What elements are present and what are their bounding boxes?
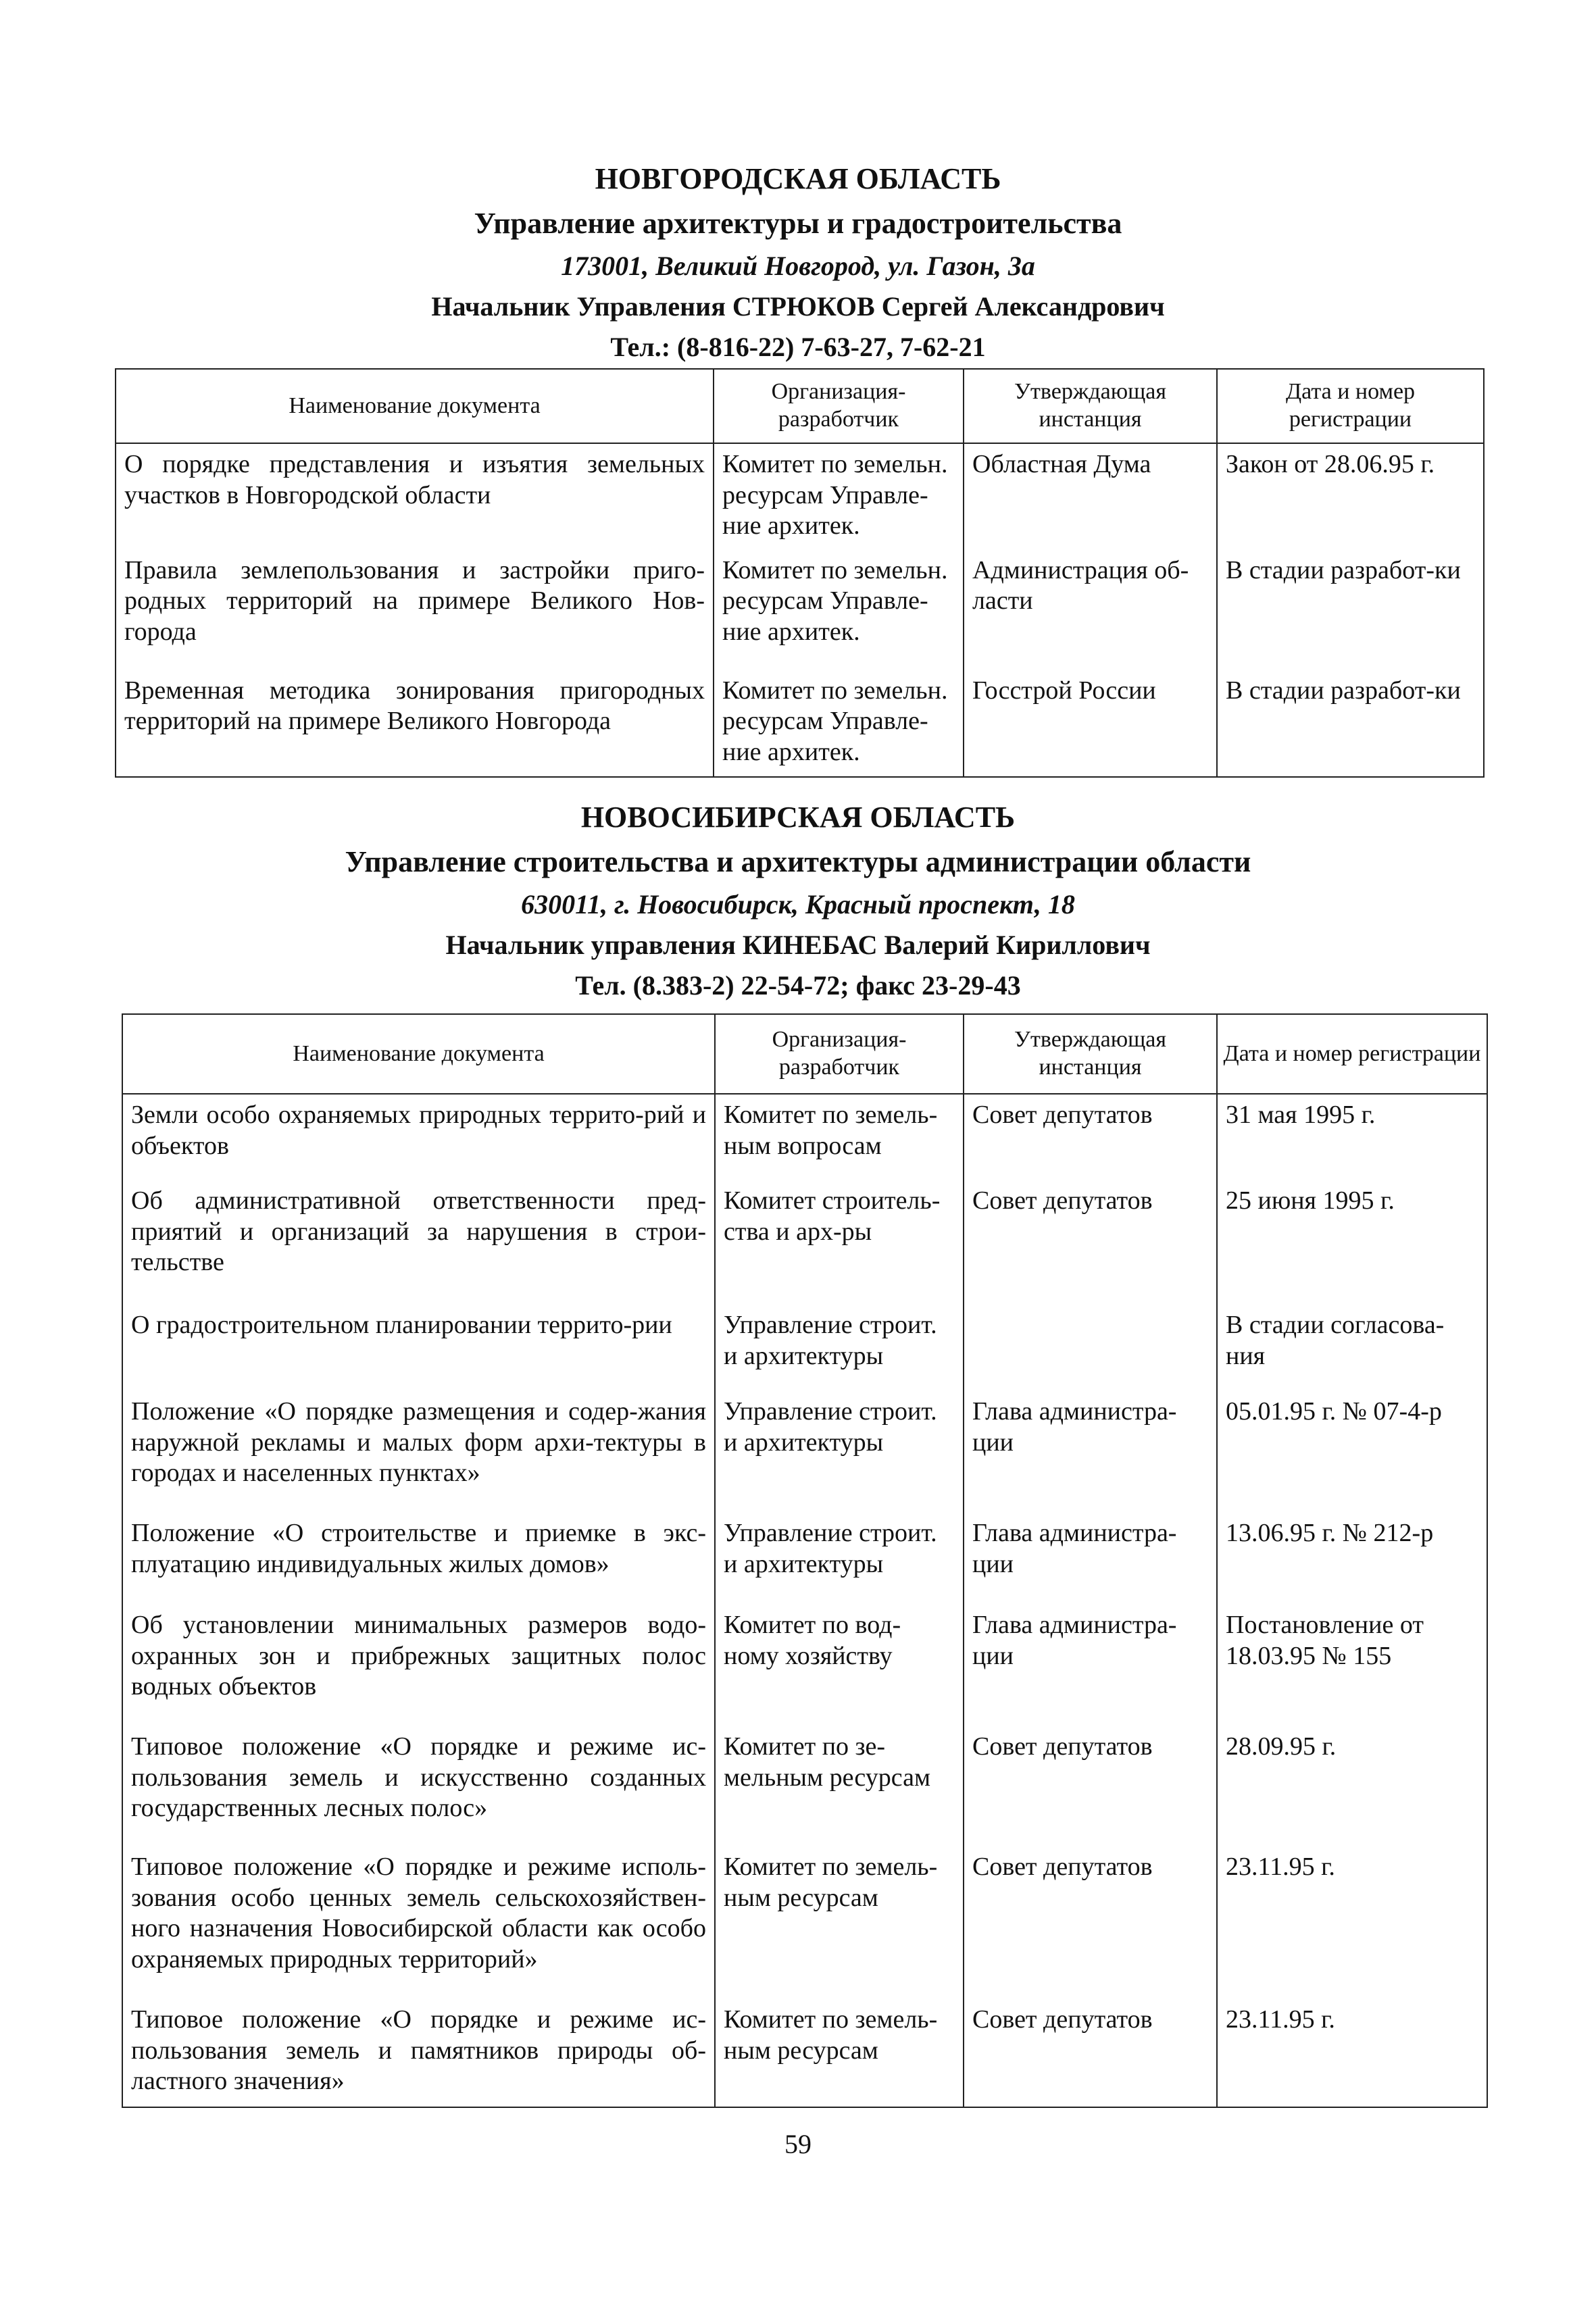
table-header-row — [122, 1014, 1487, 1094]
document-date: 23.11.95 г. — [1217, 1999, 1487, 2107]
document-date: В стадии разработ-ки — [1217, 670, 1484, 777]
department-name: Управление строительства и архитектуры администрации области — [345, 845, 1251, 878]
document-developer: Комитет по зе-мельным ресурсам — [715, 1726, 964, 1846]
table-row — [122, 1605, 1487, 1726]
document-name: Типовое положение «О порядке и режиме ис-пользования земель и памятников природы об-ластного значения» — [122, 1999, 715, 2107]
document-date: 25 июня 1995 г. — [1217, 1180, 1487, 1305]
document-developer: Управление строит. и архитектуры — [715, 1305, 964, 1391]
document-authority: Совет депутатов — [964, 1999, 1217, 2107]
page-number: 59 — [784, 2129, 812, 2159]
document-date: 05.01.95 г. № 07-4-р — [1217, 1391, 1487, 1513]
document-authority: Глава администра-ции — [964, 1513, 1217, 1605]
table-row — [122, 1726, 1487, 1846]
document-date: 31 мая 1995 г. — [1217, 1094, 1487, 1180]
column-header: Утверждающая инстанция — [964, 1014, 1217, 1094]
documents-table-novgorod — [115, 368, 1485, 778]
document-date: 13.06.95 г. № 212-р — [1217, 1513, 1487, 1605]
document-authority: Совет депутатов — [964, 1726, 1217, 1846]
document-developer: Комитет по земельн. ресурсам Управле-ние архитек. — [714, 670, 964, 777]
table-row — [122, 1391, 1487, 1513]
document-date: Закон от 28.06.95 г. — [1217, 443, 1484, 550]
document-name: О порядке представления и изъятия земельных участков в Новгородской области — [116, 443, 714, 550]
department-phone: Тел.: (8-816-22) 7-63-27, 7-62-21 — [610, 332, 986, 362]
document-date: В стадии разработ-ки — [1217, 550, 1484, 670]
document-name: Временная методика зонирования пригородных территорий на примере Великого Новгорода — [116, 670, 714, 777]
document-name: Об административной ответственности пред-приятий и организаций за нарушения в строи-тельстве — [122, 1180, 715, 1305]
documents-table-novosibirsk — [122, 1013, 1488, 2108]
table-row — [122, 1305, 1487, 1391]
department-name: Управление архитектуры и градостроительства — [474, 207, 1122, 240]
document-name: Положение «О строительстве и приемке в экс-плуатацию индивидуальных жилых домов» — [122, 1513, 715, 1605]
document-authority: Администрация об-ласти — [964, 550, 1217, 670]
document-date: Постановление от 18.03.95 № 155 — [1217, 1605, 1487, 1726]
document-name: О градостроительном планировании террито-рии — [122, 1305, 715, 1391]
document-authority: Глава администра-ции — [964, 1605, 1217, 1726]
document-name: Положение «О порядке размещения и содер-жания наружной рекламы и малых форм архи-тектуры в городах и населенных пунктах» — [122, 1391, 715, 1513]
column-header: Утверждающая инстанция — [964, 369, 1217, 443]
department-head: Начальник управления КИНЕБАС Валерий Кириллович — [445, 930, 1151, 960]
document-date: 28.09.95 г. — [1217, 1726, 1487, 1846]
table-row — [122, 1180, 1487, 1305]
section-header-novgorod — [0, 157, 1596, 368]
table-row — [122, 1846, 1487, 1999]
column-header: Организация-разработчик — [714, 369, 964, 443]
document-developer: Комитет по вод-ному хозяйству — [715, 1605, 964, 1726]
document-developer: Комитет по земель-ным ресурсам — [715, 1846, 964, 1999]
column-header: Дата и номер регистрации — [1217, 1014, 1487, 1094]
document-authority: Совет депутатов — [964, 1094, 1217, 1180]
document-developer: Комитет по земель-ным вопросам — [715, 1094, 964, 1180]
document-name: Правила землепользования и застройки приго-родных территорий на примере Великого Нов-города — [116, 550, 714, 670]
document-developer: Комитет по земельн. ресурсам Управле-ние архитек. — [714, 443, 964, 550]
department-head: Начальник Управления СТРЮКОВ Сергей Александрович — [431, 291, 1165, 322]
department-address: 630011, г. Новосибирск, Красный проспект, 18 — [521, 889, 1075, 920]
document-date: 23.11.95 г. — [1217, 1846, 1487, 1999]
document-developer: Управление строит. и архитектуры — [715, 1391, 964, 1513]
section-header-novosibirsk — [0, 795, 1596, 1006]
document-name: Типовое положение «О порядке и режиме ис-пользования земель и искусственно созданных государственных лесных полос» — [122, 1726, 715, 1846]
table-row — [116, 443, 1484, 550]
department-phone: Тел. (8.383-2) 22-54-72; факс 23-29-43 — [575, 970, 1021, 1001]
document-developer: Комитет по земельн. ресурсам Управле-ние архитек. — [714, 550, 964, 670]
table-row — [122, 1513, 1487, 1605]
document-developer: Комитет строитель-ства и арх-ры — [715, 1180, 964, 1305]
region-title: НОВГОРОДСКАЯ ОБЛАСТЬ — [595, 162, 1001, 195]
column-header: Наименование документа — [116, 369, 714, 443]
column-header: Организация-разработчик — [715, 1014, 964, 1094]
document-authority: Глава администра-ции — [964, 1391, 1217, 1513]
department-address: 173001, Великий Новгород, ул. Газон, 3а — [561, 251, 1035, 281]
document-authority — [964, 1305, 1217, 1391]
table-row — [116, 550, 1484, 670]
region-title: НОВОСИБИРСКАЯ ОБЛАСТЬ — [580, 801, 1016, 834]
document-authority: Совет депутатов — [964, 1846, 1217, 1999]
table-row — [122, 1999, 1487, 2107]
document-date: В стадии согласова-ния — [1217, 1305, 1487, 1391]
document-authority: Совет депутатов — [964, 1180, 1217, 1305]
document-authority: Госстрой России — [964, 670, 1217, 777]
document-authority: Областная Дума — [964, 443, 1217, 550]
table-row — [122, 1094, 1487, 1180]
document-name: Земли особо охраняемых природных террито-рий и объектов — [122, 1094, 715, 1180]
table-header-row — [116, 369, 1484, 443]
column-header: Наименование документа — [122, 1014, 715, 1094]
document-developer: Комитет по земель-ным ресурсам — [715, 1999, 964, 2107]
document-developer: Управление строит. и архитектуры — [715, 1513, 964, 1605]
document-name: Об установлении минимальных размеров водо-охранных зон и прибрежных защитных полос водных объектов — [122, 1605, 715, 1726]
document-name: Типовое положение «О порядке и режиме исполь-зования особо ценных земель сельскохозяйствен-ного назначения Новосибирской области как особо охраняемых природных территорий» — [122, 1846, 715, 1999]
column-header: Дата и номер регистрации — [1217, 369, 1484, 443]
table-row — [116, 670, 1484, 777]
